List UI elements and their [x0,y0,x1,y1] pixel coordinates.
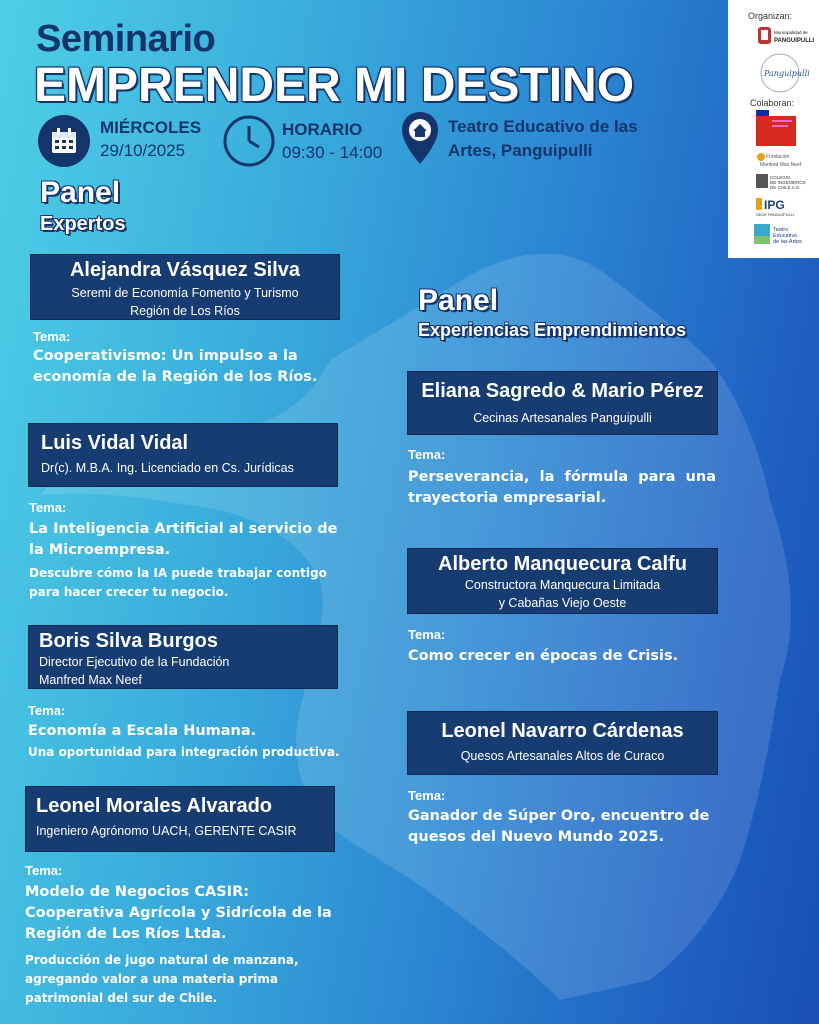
tema-text: Perseverancia, la fórmula para una trayectoria empresarial. [408,469,716,506]
panel-left-title: Panel [40,176,121,209]
speaker-card [407,371,718,435]
speaker-name: Alberto Manquecura Calfu [438,553,687,575]
speaker-name: Boris Silva Burgos [39,630,218,652]
svg-text:Manfred Max Neef: Manfred Max Neef [760,162,802,168]
svg-text:Fundación: Fundación [766,154,790,160]
svg-text:COLEGIO: COLEGIO [770,175,791,180]
svg-text:DE INGENIEROS: DE INGENIEROS [770,180,806,185]
tema-label: Tema: [28,703,66,718]
svg-text:PANGUIPULLI: PANGUIPULLI [774,38,815,44]
event-title: EMPRENDER MI DESTINO [34,59,635,112]
speaker-role-line-2: Manfred Max Neef [39,673,142,687]
seminar-label: Seminario [36,18,216,60]
speaker-role: Director Ejecutivo de la Fundación [39,655,230,669]
venue [448,115,638,163]
event-date: 29/10/2025 [100,141,186,160]
clock-icon [222,114,276,168]
speaker-role: Cecinas Artesanales Panguipulli [473,411,652,425]
sponsor-sidebar [728,0,819,258]
speaker-card [28,625,338,689]
speaker-role-line-2: y Cabañas Viejo Oeste [498,596,627,610]
tema-text: Como crecer en épocas de Crisis. [408,648,679,664]
time-label: HORARIO [282,120,363,139]
logo-gobierno [756,110,796,146]
panel-left-subtitle: Expertos [40,213,126,235]
calendar-icon [38,115,90,167]
svg-text:Municipalidad de: Municipalidad de [774,30,808,35]
tema-description: Una oportunidad para integración productiva. [28,745,340,759]
tema-label: Tema: [33,329,71,344]
logo-fundacion [756,150,814,172]
logo-teatro [754,222,809,250]
tema-label: Tema: [408,627,446,642]
svg-text:Panguipulli: Panguipulli [764,69,810,78]
speaker-card [407,548,718,614]
speaker-card [407,711,718,775]
tema-text: Modelo de Negocios CASIR: Cooperativa Agrícola y Sidrícola de la Región de Los Ríos Ltda. [25,884,332,942]
speaker-role: Dr(c). M.B.A. Ing. Licenciado en Cs. Jurídicas [41,461,294,475]
organizan-label: Organizan: [748,11,793,21]
speaker-card [25,786,335,852]
tema-text: Cooperativismo: Un impulso a la economía de la Región de los Ríos. [33,348,318,385]
tema-description: Producción de jugo natural de manzana, agregando valor a una materia prima patrimonial del sur de Chile. [25,953,299,1005]
panel-right-title: Panel [418,284,499,317]
speaker-role: Constructora Manquecura Limitada [464,578,661,592]
svg-text:DE CHILE A.G.: DE CHILE A.G. [770,185,801,190]
tema-text: Ganador de Súper Oro, encuentro de quesos del Nuevo Mundo 2025. [408,808,710,845]
tema-label: Tema: [25,863,63,878]
speaker-name: Eliana Sagredo & Mario Pérez [421,380,704,402]
speaker-role: Ingeniero Agrónomo UACH, GERENTE CASIR [36,824,297,838]
speaker-role: Quesos Artesanales Altos de Curaco [460,749,665,763]
speaker-role-line-2: Región de Los Ríos [130,304,240,318]
speaker-name: Alejandra Vásquez Silva [69,259,301,281]
speaker-name: Leonel Morales Alvarado [36,795,272,817]
speaker-card [28,423,338,487]
tema-label: Tema: [29,500,67,515]
tema-text: La Inteligencia Artificial al servicio de la Microempresa. [29,521,338,558]
tema-label: Tema: [408,447,446,462]
svg-text:Educativo: Educativo [773,233,798,239]
tema-description: Descubre cómo la IA puede trabajar contigo para hacer crecer tu negocio. [29,566,327,599]
logo-colegio-ingenieros [756,174,816,192]
logo-panguipulli [758,52,810,94]
svg-text:IPG: IPG [764,198,785,212]
speaker-role: Seremi de Economía Fomento y Turismo [71,286,299,300]
colaboran-label: Colaboran: [750,98,795,108]
event-time: 09:30 - 14:00 [282,143,383,162]
speaker-name: Leonel Navarro Cárdenas [441,720,684,742]
venue-line-1: Teatro Educativo de las [448,117,638,136]
venue-line-2: Artes, Panguipulli [448,141,593,160]
tema-text: Economía a Escala Humana. [28,723,257,739]
speaker-name: Luis Vidal Vidal [41,432,189,454]
tema-label: Tema: [408,788,446,803]
svg-text:Teatro: Teatro [773,227,789,233]
speaker-card [30,254,340,320]
logo-ipg [756,196,806,218]
svg-text:SEDE PANGUIPULLI: SEDE PANGUIPULLI [756,212,795,217]
svg-text:de las Artes: de las Artes [773,239,802,245]
logo-municipalidad [758,26,818,46]
day-label: MIÉRCOLES [100,118,202,137]
location-pin-icon [400,110,440,166]
panel-right-subtitle: Experiencias Emprendimientos [418,320,687,340]
